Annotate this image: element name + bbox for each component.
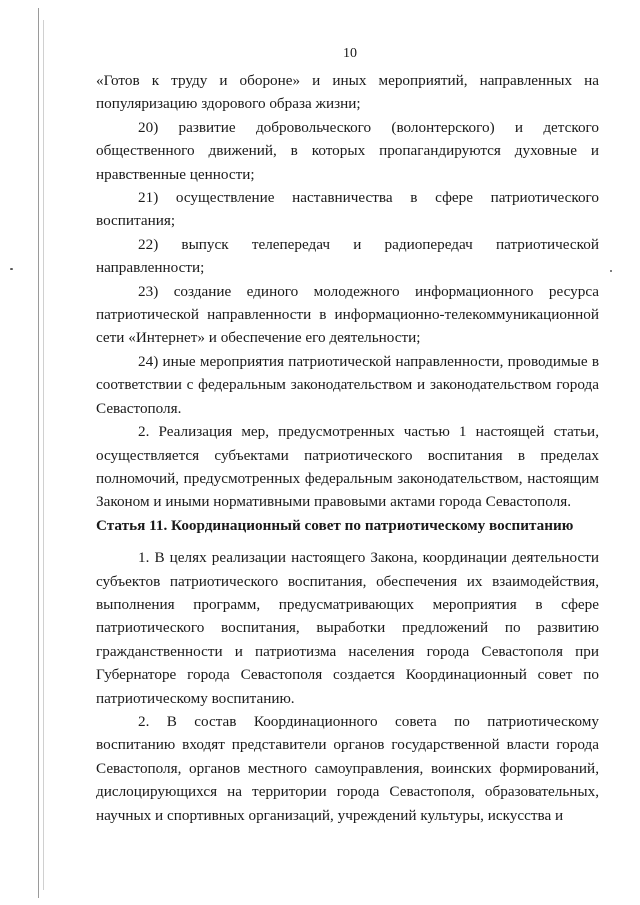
document-body	[96, 69, 599, 827]
article-heading: Статья 11. Координационный совет по патриотическому воспитанию	[96, 516, 574, 534]
paragraph-continuation: «Готов к труду и обороне» и иных мероприятий, направленных на популяризацию здорового образа жизни;	[96, 72, 599, 113]
scan-edge-line	[38, 8, 39, 898]
list-item-23: 23) создание единого молодежного информационного ресурса патриотической направленности в информационно-телекоммуникационной сети «Интернет» и обеспечение его деятельности;	[96, 282, 599, 347]
scan-speck	[610, 270, 612, 272]
scan-edge-shadow	[43, 20, 44, 890]
list-item-20: 20) развитие добровольческого (волонтерского) и детского общественного движений, в которых пропагандируются духовные и нравственные ценности;	[96, 118, 599, 183]
scan-speck	[10, 268, 13, 270]
list-item-21: 21) осуществление наставничества в сфере патриотического воспитания;	[96, 189, 599, 230]
article-11-paragraph-1: 1. В целях реализации настоящего Закона, координации деятельности субъектов патриотического воспитания, обеспечения их взаимодействия, выполнения программ, предусматривающих мероприятия в сфере патриотического воспитания, выработки предложений по развитию гражданственности и патриотизма населения города Севастополя при Губернаторе города Севастополя создается Координационный совет по патриотическому воспитанию.	[96, 549, 599, 707]
list-item-22: 22) выпуск телепередач и радиопередач патриотической направленности;	[96, 235, 599, 277]
paragraph-part-2: 2. Реализация мер, предусмотренных частью 1 настоящей статьи, осуществляется субъектами патриотического воспитания в пределах полномочий, предусмотренных федеральным законодательством, настоящим Законом и иными нормативными правовыми актами города Севастополя.	[96, 423, 599, 511]
page-number: 10	[343, 46, 357, 61]
article-11-paragraph-2: 2. В состав Координационного совета по патриотическому воспитанию входят представители органов государственной власти города Севастополя, органов местного самоуправления, воинских формирований, дислоцирующихся на территории города Севастополя, образовательных, научных и спортивных организаций, учреждений культуры, искусства и	[96, 712, 599, 824]
list-item-24: 24) иные мероприятия патриотической направленности, проводимые в соответствии с федеральным законодательством и законодательством города Севастополя.	[96, 352, 599, 417]
